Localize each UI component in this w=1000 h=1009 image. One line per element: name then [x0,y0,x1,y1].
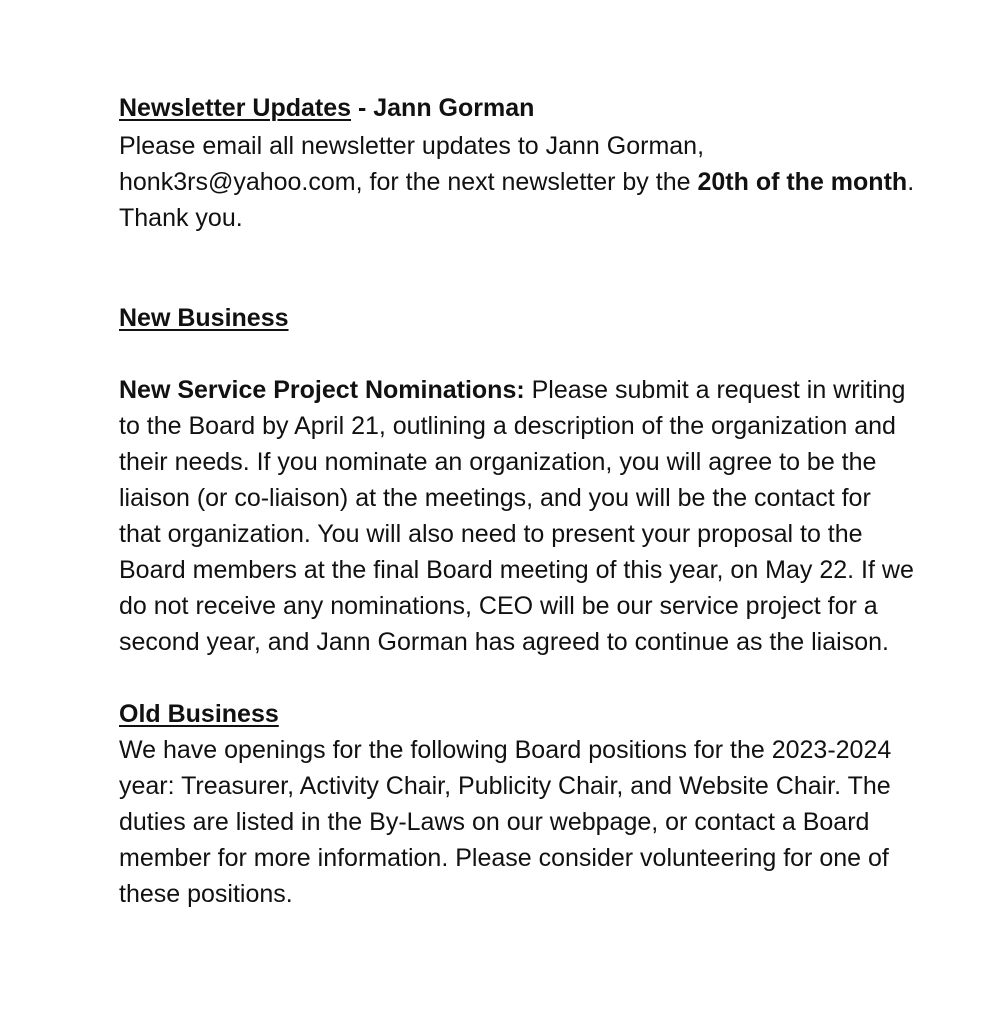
newsletter-deadline: 20th of the month [697,168,908,196]
newsletter-body [119,128,919,236]
old-business-title: Old Business [119,700,279,728]
newsletter-body-part1: Please email all newsletter updates to Jann Gorman, honk3rs@yahoo.com, for the next newsletter by the [119,132,705,196]
new-business-heading [119,300,919,336]
newsletter-section [119,90,919,236]
nominations-paragraph [119,372,919,660]
newsletter-heading [119,90,919,126]
old-business-body: We have openings for the following Board positions for the 2023-2024 year: Treasurer, Activity Chair, Publicity Chair, and Website Chair. The duties are listed in the By-Laws on our webpage, or contact a Board member for more information. Please consider volunteering for one of these positions. [119,736,892,908]
newsletter-body-part2: . Thank you. [119,168,915,232]
document-page [119,90,919,912]
old-business-heading [119,696,919,732]
nominations-text: Please submit a request in writing to the Board by April 21, outlining a description of the organization and their needs. If you nominate an organization, you will agree to be the liaison (or co-liaison) at the meetings, and you will be the contact for that organization. You will also need to present your proposal to the Board members at the final Board meeting of this year, on May 22. If we do not receive any nominations, CEO will be our service project for a second year, and Jann Gorman has agreed to continue as the liaison. [119,376,914,656]
new-business-section [119,300,919,660]
old-business-section [119,696,919,912]
new-business-title: New Business [119,304,289,332]
nominations-label: New Service Project Nominations: [119,376,525,404]
newsletter-title-suffix: - Jann Gorman [351,94,535,122]
newsletter-title: Newsletter Updates [119,94,352,122]
